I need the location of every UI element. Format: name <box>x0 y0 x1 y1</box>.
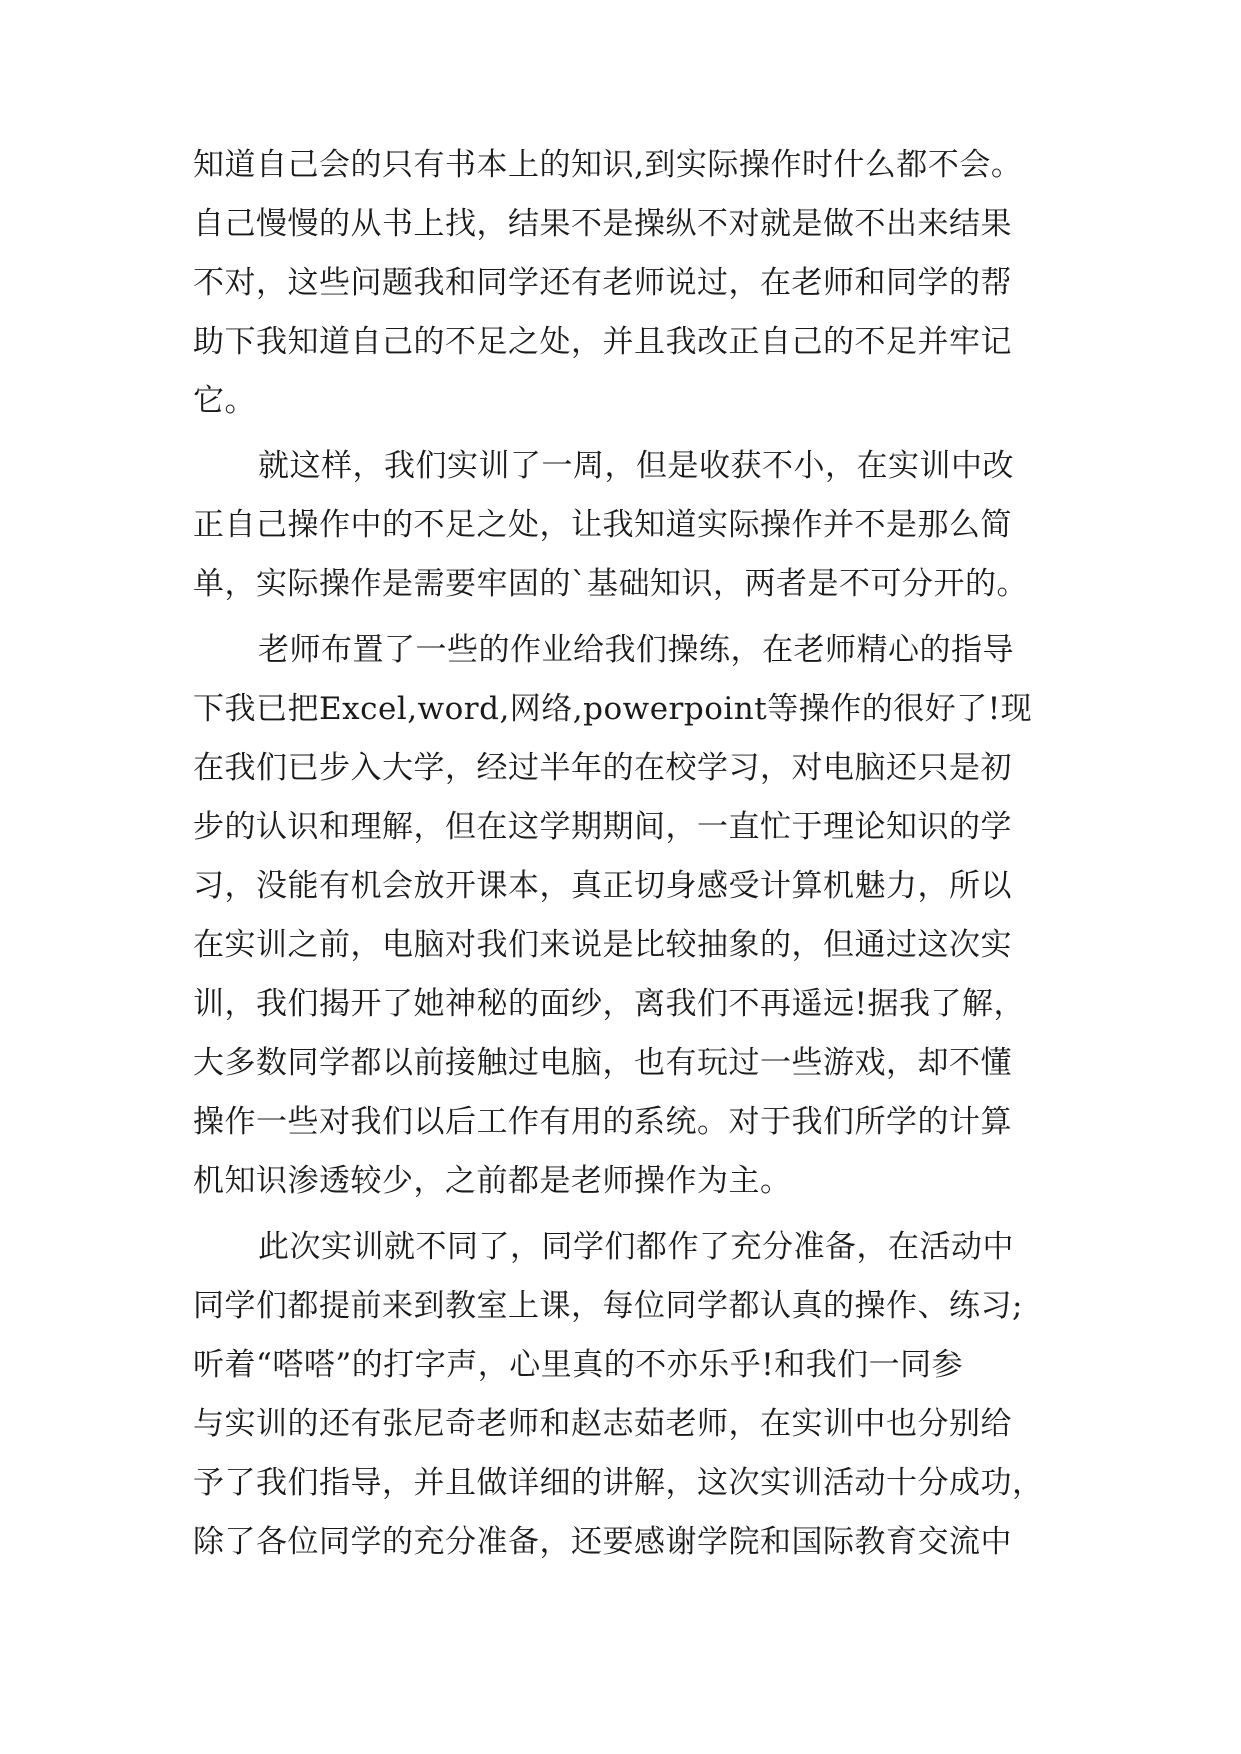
paragraph-first-line: 就这样，我们实训了一周，但是收获不小，在实训中改 <box>258 448 1014 484</box>
text-line: 知道自己会的只有书本上的知识,到实际操作时什么都不会。 <box>193 147 1023 183</box>
text-line: 自己慢慢的从书上找，结果不是操纵不对就是做不出来结果 <box>193 206 1012 242</box>
text-line: 它。 <box>193 383 256 419</box>
text-line: 与实训的还有张尼奇老师和赵志茹老师，在实训中也分别给 <box>193 1406 1012 1442</box>
text-line: 同学们都提前来到教室上课，每位同学都认真的操作、练习; <box>193 1288 1023 1324</box>
text-line: 除了各位同学的充分准备，还要感谢学院和国际教育交流中 <box>193 1524 1012 1560</box>
text-line: 听着“嗒嗒”的打字声，心里真的不亦乐乎!和我们一同参 <box>193 1347 964 1383</box>
text-line: 训，我们揭开了她神秘的面纱，离我们不再遥远!据我了解， <box>193 986 1025 1022</box>
text-line: 单，实际操作是需要牢固的`基础知识，两者是不可分开的。 <box>193 566 1028 602</box>
text-line: 下我已把Excel,word,网络,powerpoint等操作的很好了!现 <box>193 691 1033 727</box>
text-line: 在我们已步入大学，经过半年的在校学习，对电脑还只是初 <box>193 750 1012 786</box>
text-line: 大多数同学都以前接触过电脑，也有玩过一些游戏，却不懂 <box>193 1045 1012 1081</box>
text-line: 正自己操作中的不足之处，让我知道实际操作并不是那么简 <box>193 507 1012 543</box>
text-line: 在实训之前，电脑对我们来说是比较抽象的，但通过这次实 <box>193 927 1012 963</box>
text-line: 操作一些对我们以后工作有用的系统。对于我们所学的计算 <box>193 1104 1012 1140</box>
text-line: 予了我们指导，并且做详细的讲解，这次实训活动十分成功， <box>193 1465 1044 1501</box>
paragraph-first-line: 此次实训就不同了，同学们都作了充分准备，在活动中 <box>258 1229 1014 1265</box>
paragraph-first-line: 老师布置了一些的作业给我们操练，在老师精心的指导 <box>258 632 1014 668</box>
text-line: 步的认识和理解，但在这学期期间，一直忙于理论知识的学 <box>193 809 1012 845</box>
text-line: 不对，这些问题我和同学还有老师说过，在老师和同学的帮 <box>193 265 1012 301</box>
text-line: 助下我知道自己的不足之处，并且我改正自己的不足并牢记 <box>193 324 1012 360</box>
text-line: 习，没能有机会放开课本，真正切身感受计算机魅力，所以 <box>193 868 1012 904</box>
text-line: 机知识渗透较少，之前都是老师操作为主。 <box>193 1163 792 1199</box>
